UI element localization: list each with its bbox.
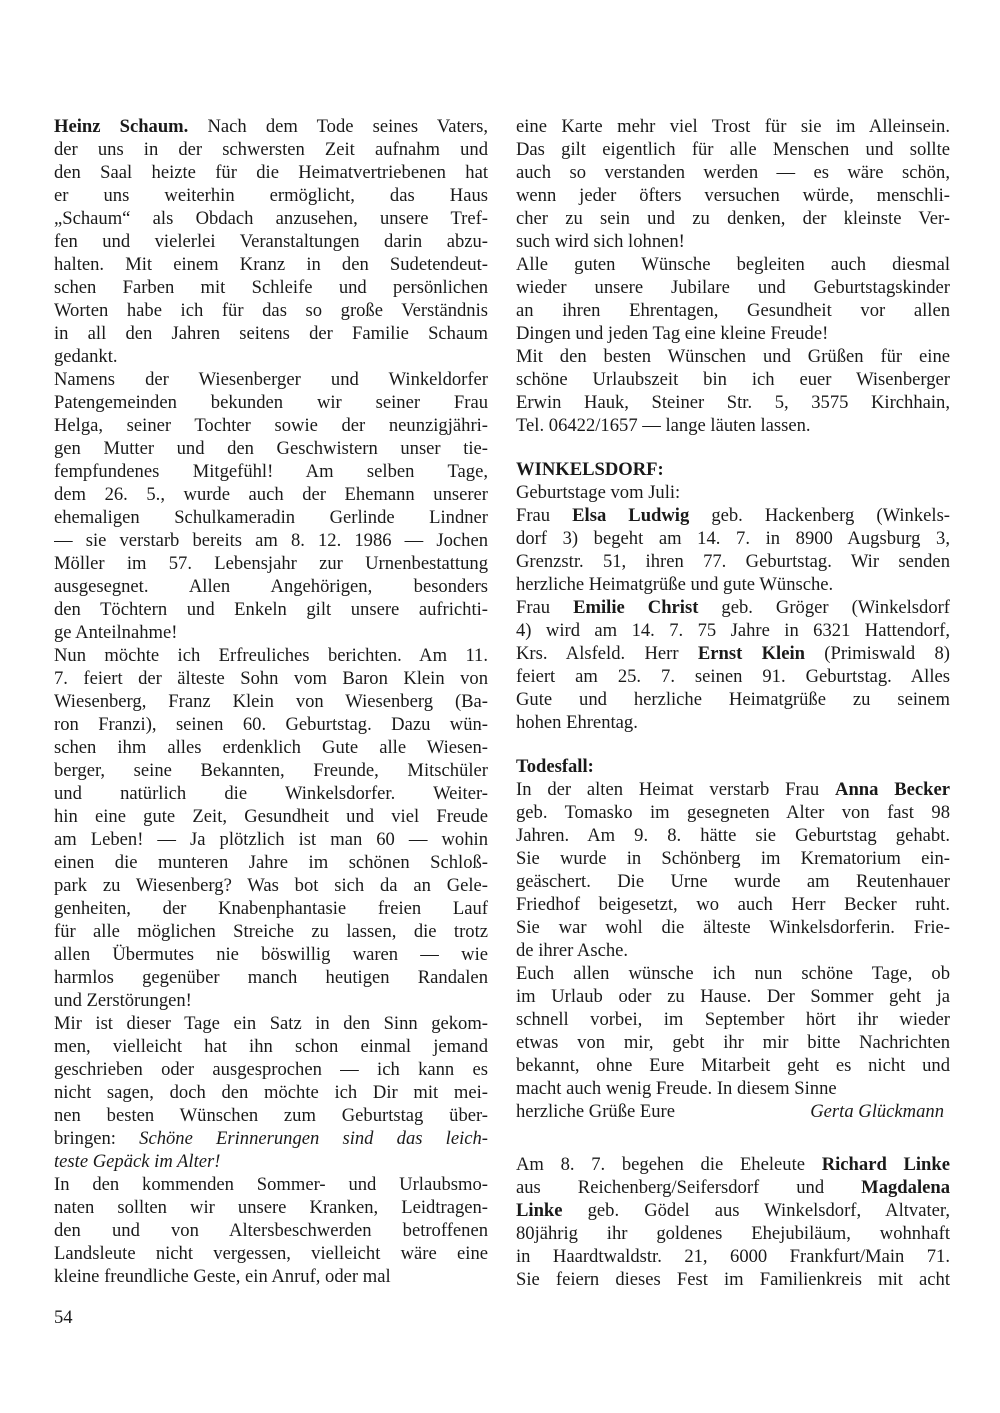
bold-name: Anna Becker bbox=[835, 779, 950, 800]
text-segment: park zu Wiesenberg? Was bot sich da an Gele- bbox=[54, 875, 488, 896]
text-line bbox=[54, 989, 488, 1012]
text-line bbox=[516, 184, 950, 207]
text-line bbox=[54, 552, 488, 575]
text-segment: naten sollten wir unsere Kranken, Leidtragen- bbox=[54, 1197, 488, 1218]
closing-text: herzliche Grüße Eure bbox=[516, 1101, 675, 1122]
text-segment: gen Mutter und den Geschwistern unser tie- bbox=[54, 438, 488, 459]
section bbox=[516, 115, 950, 437]
bold-name: Magdalena bbox=[861, 1177, 950, 1198]
text-segment: dorf 3) begeht am 14. 7. in 8900 Augsburg 3, bbox=[516, 528, 950, 549]
text-segment: am Leben! — Ja plötzlich ist man 60 — wohin bbox=[54, 829, 488, 850]
text-line bbox=[54, 1196, 488, 1219]
text-line bbox=[516, 368, 950, 391]
paragraph bbox=[516, 115, 950, 253]
text-line bbox=[54, 460, 488, 483]
text-segment: geb. Gröger (Winkelsdorf bbox=[698, 597, 950, 618]
text-segment: etwas von mir, gebt ihr mir bitte Nachrichten bbox=[516, 1032, 950, 1053]
text-segment: Das gilt eigentlich für alle Menschen und sollte bbox=[516, 139, 950, 160]
text-line bbox=[516, 345, 950, 368]
text-line bbox=[516, 893, 950, 916]
text-segment: Helga, seiner Tochter sowie der neunzigjähri- bbox=[54, 415, 488, 436]
text-line bbox=[516, 115, 950, 138]
text-segment: Krs. Alsfeld. Herr bbox=[516, 643, 698, 664]
text-segment: — sie verstarb bereits am 8. 12. 1986 — Jochen bbox=[54, 530, 488, 551]
paragraph bbox=[516, 504, 950, 596]
text-line bbox=[516, 299, 950, 322]
bold-name: Emilie Christ bbox=[573, 597, 699, 618]
text-segment: ge Anteilnahme! bbox=[54, 622, 178, 643]
text-line bbox=[54, 230, 488, 253]
text-segment: In der alten Heimat verstarb Frau bbox=[516, 779, 836, 800]
text-segment: Sie war wohl die älteste Winkelsdorferin. Frie- bbox=[516, 917, 950, 938]
text-line bbox=[516, 253, 950, 276]
text-segment: nen besten Wünschen zum Geburtstag über- bbox=[54, 1105, 488, 1126]
text-line bbox=[516, 642, 950, 665]
text-line bbox=[54, 828, 488, 851]
text-segment: Mit den besten Wünschen und Grüßen für eine bbox=[516, 346, 950, 367]
paragraph bbox=[54, 368, 488, 644]
text-segment: nicht sagen, doch den möchte ich Dir mit mei- bbox=[54, 1082, 488, 1103]
text-segment: Dingen und jeden Tag eine kleine Freude! bbox=[516, 323, 829, 344]
text-line bbox=[516, 1153, 950, 1176]
paragraph bbox=[516, 253, 950, 345]
paragraph bbox=[54, 644, 488, 1012]
text-segment: Sie feiern dieses Fest im Familienkreis mit acht bbox=[516, 1269, 950, 1290]
text-segment: Mir ist dieser Tage ein Satz in den Sinn gekom- bbox=[54, 1013, 488, 1034]
text-line bbox=[516, 1176, 950, 1199]
text-line bbox=[516, 596, 950, 619]
text-segment: Möller im 57. Lebensjahr zur Urnenbestattung bbox=[54, 553, 488, 574]
text-line bbox=[54, 1012, 488, 1035]
text-segment: geb. Hackenberg (Winkels- bbox=[689, 505, 950, 526]
text-segment: und Zerstörungen! bbox=[54, 990, 192, 1011]
text-line bbox=[54, 414, 488, 437]
text-segment: fen und vielerlei Veranstaltungen darin abzu- bbox=[54, 231, 488, 252]
paragraph bbox=[516, 1153, 950, 1291]
paragraph bbox=[516, 778, 950, 962]
italic-quote: Schöne Erinnerungen sind das leich- bbox=[139, 1128, 488, 1149]
text-line bbox=[54, 161, 488, 184]
text-line bbox=[54, 115, 488, 138]
italic-quote: teste Gepäck im Alter! bbox=[54, 1151, 221, 1172]
text-line bbox=[54, 1035, 488, 1058]
text-segment: schen Farben mit Schleife und persönlichen bbox=[54, 277, 488, 298]
text-segment: hin eine gute Zeit, Gesundheit und viel Freude bbox=[54, 806, 488, 827]
text-segment: Euch allen wünsche ich nun schöne Tage, ob bbox=[516, 963, 950, 984]
text-segment: Sie wurde in Schönberg im Krematorium ein- bbox=[516, 848, 950, 869]
text-line bbox=[54, 713, 488, 736]
text-segment: cher zu sein und zu denken, der kleinste Ver- bbox=[516, 208, 950, 229]
text-line bbox=[516, 665, 950, 688]
text-segment: geb. Tomasko im gesegneten Alter von fast 98 bbox=[516, 802, 950, 823]
text-line bbox=[516, 778, 950, 801]
text-segment: Alle guten Wünsche begleiten auch diesmal bbox=[516, 254, 950, 275]
text-line bbox=[54, 1104, 488, 1127]
text-line bbox=[516, 276, 950, 299]
text-segment: Friedhof beigesetzt, wo auch Herr Becker ruht. bbox=[516, 894, 950, 915]
text-segment: hohen Ehrentag. bbox=[516, 712, 638, 733]
text-line bbox=[54, 1219, 488, 1242]
text-line bbox=[54, 299, 488, 322]
text-line bbox=[54, 966, 488, 989]
text-line bbox=[54, 1150, 488, 1173]
text-segment: Jahren. Am 9. 8. hätte sie Geburtstag gehabt. bbox=[516, 825, 950, 846]
text-segment: herzliche Heimatgrüße und gute Wünsche. bbox=[516, 574, 834, 595]
text-segment: den und von Altersbeschwerden betroffenen bbox=[54, 1220, 488, 1241]
text-segment: Frau bbox=[516, 597, 574, 618]
bold-name: Heinz Schaum. bbox=[54, 116, 189, 137]
text-segment: geschrieben oder ausgesprochen — ich kann es bbox=[54, 1059, 488, 1080]
text-segment: (Primiswald 8) bbox=[804, 643, 950, 664]
text-line bbox=[516, 481, 950, 504]
text-segment: geäschert. Die Urne wurde am Reutenhauer bbox=[516, 871, 950, 892]
text-segment: Geburtstage vom Juli: bbox=[516, 482, 681, 503]
text-segment: Landsleute nicht vergessen, vielleicht wäre eine bbox=[54, 1243, 488, 1264]
text-segment: auch so verstanden werden — es wäre schön, bbox=[516, 162, 950, 183]
text-line bbox=[516, 207, 950, 230]
text-line bbox=[54, 598, 488, 621]
text-segment: 7. feiert der älteste Sohn vom Baron Klein von bbox=[54, 668, 488, 689]
text-segment: der uns in der schwersten Zeit aufnahm und bbox=[54, 139, 488, 160]
text-line bbox=[54, 1265, 488, 1288]
text-segment: harmlos gegenüber manch heutigen Randalen bbox=[54, 967, 488, 988]
text-line bbox=[516, 801, 950, 824]
text-segment: Grenzstr. 51, ihren 77. Geburtstag. Wir senden bbox=[516, 551, 950, 572]
text-line bbox=[516, 1199, 950, 1222]
text-line bbox=[516, 1054, 950, 1077]
text-line bbox=[54, 506, 488, 529]
text-segment: den Töchtern und Enkeln gilt unsere aufrichti- bbox=[54, 599, 488, 620]
text-line bbox=[516, 573, 950, 596]
text-segment: schöne Urlaubszeit bin ich euer Wisenberger bbox=[516, 369, 950, 390]
text-segment: fempfundenes Mitgefühl! Am selben Tage, bbox=[54, 461, 488, 482]
bold-name: Linke bbox=[516, 1200, 563, 1221]
text-segment: ron Franzi), seinen 60. Geburtstag. Dazu wün- bbox=[54, 714, 488, 735]
section bbox=[516, 1153, 950, 1291]
text-segment: Nun möchte ich Erfreuliches berichten. Am 11. bbox=[54, 645, 488, 666]
text-segment: in Haardtwaldstr. 21, 6000 Frankfurt/Main 71. bbox=[516, 1246, 950, 1267]
text-segment: eine Karte mehr viel Trost für sie im Alleinsein. bbox=[516, 116, 950, 137]
text-line bbox=[516, 1222, 950, 1245]
text-line bbox=[54, 690, 488, 713]
text-line bbox=[516, 527, 950, 550]
paragraph bbox=[54, 1173, 488, 1288]
text-segment: im Urlaub oder zu Hause. Der Sommer geht ja bbox=[516, 986, 950, 1007]
text-line bbox=[54, 1058, 488, 1081]
left-column bbox=[54, 115, 488, 1288]
text-line bbox=[516, 138, 950, 161]
text-line bbox=[54, 920, 488, 943]
text-segment: berger, seine Bekannten, Freunde, Mitschüler bbox=[54, 760, 488, 781]
text-segment: genheiten, der Knabenphantasie freien Lauf bbox=[54, 898, 488, 919]
text-segment: Patengemeinden bekunden wir seiner Frau bbox=[54, 392, 488, 413]
section bbox=[516, 458, 950, 734]
text-segment: allen Übermutes nie böswillig waren — wie bbox=[54, 944, 488, 965]
text-line bbox=[54, 621, 488, 644]
text-line bbox=[54, 368, 488, 391]
text-segment: Tel. 06422/1657 — lange läuten lassen. bbox=[516, 415, 811, 436]
text-line bbox=[54, 782, 488, 805]
paragraph bbox=[54, 115, 488, 368]
text-segment: men, vielleicht hat ihn schon einmal jemand bbox=[54, 1036, 488, 1057]
text-segment: schen ihm alles erdenklich Gute alle Wiesen- bbox=[54, 737, 488, 758]
text-line bbox=[516, 870, 950, 893]
text-line bbox=[54, 943, 488, 966]
text-segment: Nach dem Tode seines Vaters, bbox=[188, 116, 488, 137]
text-segment: wieder unsere Jubilare und Geburtstagskinder bbox=[516, 277, 950, 298]
text-line bbox=[516, 619, 950, 642]
text-line bbox=[54, 1173, 488, 1196]
text-line bbox=[54, 322, 488, 345]
text-line bbox=[54, 276, 488, 299]
text-segment: Namens der Wiesenberger und Winkeldorfer bbox=[54, 369, 488, 390]
text-line bbox=[516, 916, 950, 939]
text-segment: für alle möglichen Streiche zu lassen, die trotz bbox=[54, 921, 488, 942]
text-segment: „Schaum“ als Obdach anzusehen, unsere Tref- bbox=[54, 208, 488, 229]
bold-name: Richard Linke bbox=[821, 1154, 950, 1175]
text-line bbox=[54, 483, 488, 506]
text-line bbox=[516, 1031, 950, 1054]
text-line bbox=[54, 184, 488, 207]
text-segment: Erwin Hauk, Steiner Str. 5, 3575 Kirchhain, bbox=[516, 392, 950, 413]
text-line bbox=[54, 644, 488, 667]
text-line bbox=[516, 985, 950, 1008]
text-line bbox=[54, 253, 488, 276]
text-line bbox=[516, 711, 950, 734]
text-line bbox=[54, 207, 488, 230]
text-line bbox=[54, 667, 488, 690]
text-segment: Gute und herzliche Heimatgrüße zu seinem bbox=[516, 689, 950, 710]
text-segment: de ihrer Asche. bbox=[516, 940, 629, 961]
text-line bbox=[516, 322, 950, 345]
text-segment: er uns weiterhin ermöglicht, das Haus bbox=[54, 185, 488, 206]
text-segment: macht auch wenig Freude. In diesem Sinne bbox=[516, 1078, 837, 1099]
paragraph bbox=[516, 962, 950, 1100]
text-segment: 80jährig ihr goldenes Ehejubiläum, wohnhaft bbox=[516, 1223, 950, 1244]
text-line bbox=[54, 874, 488, 897]
text-line bbox=[516, 1268, 950, 1291]
text-segment: und natürlich die Winkelsdorfer. Weiter- bbox=[54, 783, 488, 804]
paragraph bbox=[516, 596, 950, 734]
text-segment: den Saal heizte für die Heimatvertriebenen hat bbox=[54, 162, 488, 183]
text-line bbox=[516, 1077, 950, 1100]
section bbox=[516, 755, 950, 1123]
text-segment: gedankt. bbox=[54, 346, 118, 367]
text-segment: Frau bbox=[516, 505, 573, 526]
text-line bbox=[54, 391, 488, 414]
text-line bbox=[516, 230, 950, 253]
page-number: 54 bbox=[54, 1307, 73, 1328]
author-signature: Gerta Glückmann bbox=[810, 1101, 944, 1122]
text-line bbox=[54, 736, 488, 759]
text-line bbox=[516, 1008, 950, 1031]
signature-line bbox=[516, 1100, 950, 1123]
text-segment: 4) wird am 14. 7. 75 Jahre in 6321 Hattendorf, bbox=[516, 620, 950, 641]
text-segment: aus Reichenberg/Seifersdorf und bbox=[516, 1177, 862, 1198]
text-segment: geb. Gödel aus Winkelsdorf, Altvater, bbox=[562, 1200, 950, 1221]
section-heading: Todesfall: bbox=[516, 756, 594, 777]
text-segment: kleine freundliche Geste, ein Anruf, oder mal bbox=[54, 1266, 391, 1287]
paragraph bbox=[516, 345, 950, 437]
text-line bbox=[516, 847, 950, 870]
text-segment: schnell vorbei, im September hört ihr wieder bbox=[516, 1009, 950, 1030]
text-line bbox=[54, 1127, 488, 1150]
text-segment: dem 26. 5., wurde auch der Ehemann unserer bbox=[54, 484, 488, 505]
text-line bbox=[516, 939, 950, 962]
text-line bbox=[516, 550, 950, 573]
text-line bbox=[516, 1245, 950, 1268]
text-line bbox=[54, 851, 488, 874]
text-segment: ehemaligen Schulkameradin Gerlinde Lindner bbox=[54, 507, 488, 528]
text-segment: Am 8. 7. begehen die Eheleute bbox=[516, 1154, 822, 1175]
bold-name: Ernst Klein bbox=[697, 643, 805, 664]
text-line bbox=[54, 1242, 488, 1265]
text-line bbox=[516, 391, 950, 414]
text-line bbox=[516, 962, 950, 985]
text-segment: such wird sich lohnen! bbox=[516, 231, 685, 252]
text-line bbox=[54, 805, 488, 828]
text-segment: halten. Mit einem Kranz in den Sudetendeut- bbox=[54, 254, 488, 275]
section-heading: WINKELSDORF: bbox=[516, 459, 664, 480]
text-line bbox=[516, 688, 950, 711]
text-line bbox=[54, 345, 488, 368]
text-line bbox=[516, 824, 950, 847]
text-segment: an ihren Ehrentagen, Gesundheit vor allen bbox=[516, 300, 950, 321]
text-line bbox=[54, 437, 488, 460]
text-segment: ausgesegnet. Allen Angehörigen, besonders bbox=[54, 576, 488, 597]
text-segment: bringen: bbox=[54, 1128, 140, 1149]
text-segment: einen die munteren Jahre im schönen Schloß- bbox=[54, 852, 488, 873]
text-segment: Wiesenberg, Franz Klein von Wiesenberg (Ba- bbox=[54, 691, 488, 712]
text-line bbox=[516, 504, 950, 527]
text-line bbox=[516, 414, 950, 437]
text-line bbox=[54, 529, 488, 552]
text-segment: in all den Jahren seitens der Familie Schaum bbox=[54, 323, 488, 344]
text-line bbox=[54, 575, 488, 598]
text-line bbox=[54, 759, 488, 782]
paragraph bbox=[516, 481, 950, 504]
right-column bbox=[516, 115, 950, 1291]
text-segment: wenn jeder öfters versuchen würde, menschli- bbox=[516, 185, 950, 206]
bold-name: Elsa Ludwig bbox=[572, 505, 690, 526]
text-line bbox=[54, 138, 488, 161]
text-line bbox=[54, 897, 488, 920]
text-segment: bekannt, ohne Eure Mitarbeit geht es nicht und bbox=[516, 1055, 950, 1076]
text-segment: feiert am 25. 7. seinen 91. Geburtstag. Alles bbox=[516, 666, 950, 687]
text-line bbox=[54, 1081, 488, 1104]
text-line bbox=[516, 161, 950, 184]
text-segment: In den kommenden Sommer- und Urlaubsmo- bbox=[54, 1174, 488, 1195]
text-segment: Worten habe ich für das so große Verständnis bbox=[54, 300, 488, 321]
paragraph bbox=[54, 1012, 488, 1173]
